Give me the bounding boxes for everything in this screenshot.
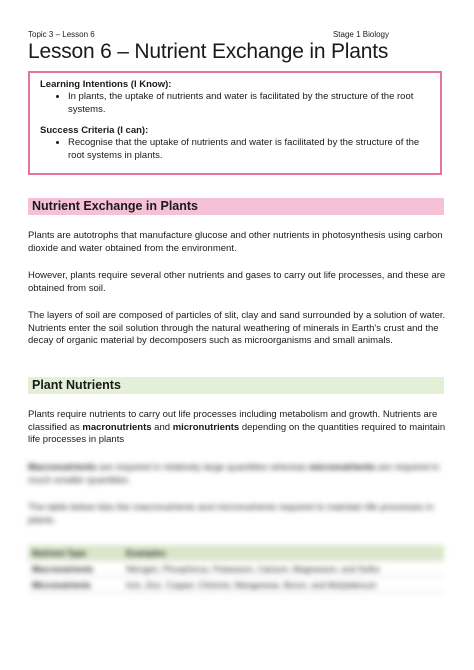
- table-cell: Iron, Zinc, Copper, Chlorine, Manganese, Boron, and Molybdenum: [122, 577, 444, 593]
- success-criteria-list: [40, 137, 430, 162]
- nutrient-table: [28, 545, 444, 593]
- section-heading-nutrient-exchange: Nutrient Exchange in Plants: [28, 198, 444, 215]
- text-run: and: [151, 421, 173, 433]
- learning-intentions-heading: Learning Intentions (I Know):: [40, 79, 172, 90]
- success-criteria-item: • Recognise that the uptake of nutrients and water is facilitated by the structure of the root systems in plants.: [68, 137, 430, 162]
- success-criteria-heading: Success Criteria (I can):: [40, 125, 149, 136]
- text-run: are required in much smaller quantities.: [28, 462, 440, 486]
- learning-intentions-box: [28, 71, 442, 175]
- table-cell: Micronutrients: [28, 577, 122, 593]
- learning-intentions-list: [40, 91, 430, 116]
- table-header-nutrient-type: Nutrient Type: [28, 545, 122, 561]
- section-heading-plant-nutrients: Plant Nutrients: [28, 377, 444, 394]
- table-row: [28, 561, 444, 577]
- text-run: depending on the quantities required to maintain life processes in plants: [28, 421, 446, 445]
- paragraph-soil-nutrients: However, plants require several other nutrients and gases to carry out life processes, and these are obtained from soil.: [28, 270, 446, 294]
- text-run: Plants require nutrients to carry out life processes including metabolism and growth. Nutrients are classified as: [28, 409, 438, 433]
- blurred-paragraph-table-intro: The table below lists the macronutrients and micronutrients required to maintain life processes in plants.: [28, 502, 434, 526]
- term-micronutrients: micronutrients: [308, 462, 376, 473]
- header-topic: Topic 3 – Lesson 6: [28, 30, 95, 39]
- term-micronutrients: micronutrients: [172, 421, 240, 433]
- table-cell: Macronutrients: [28, 561, 122, 577]
- table-header-examples: Examples: [122, 545, 444, 561]
- paragraph-nutrient-classification: [28, 409, 448, 447]
- blurred-paragraph-quantities: [28, 462, 448, 487]
- text-run: are required in relatively large quantities whereas: [96, 462, 309, 473]
- term-macronutrients: macronutrients: [82, 421, 152, 433]
- paragraph-autotrophs: Plants are autotrophs that manufacture glucose and other nutrients in photosynthesis using carbon dioxide and water obtained from the environment.: [28, 230, 443, 254]
- table-row: [28, 577, 444, 593]
- header-stage: Stage 1 Biology: [332, 30, 389, 39]
- learning-intention-item: • In plants, the uptake of nutrients and water is facilitated by the structure of the root systems.: [68, 91, 430, 116]
- term-macronutrients: Macronutrients: [28, 462, 97, 473]
- paragraph-soil-layers: The layers of soil are composed of particles of slit, clay and sand surrounded by a solution of water. Nutrients enter the soil solution through the natural weathering of minerals in Earth's crust and the decay of organic material by decomposers such as microorganisms and small animals.: [28, 310, 446, 346]
- table-cell: Nitrogen, Phosphorus, Potassium, Calcium, Magnesium, and Sulfur: [122, 561, 444, 577]
- table-header-row: [28, 545, 444, 561]
- page-title: Lesson 6 – Nutrient Exchange in Plants: [28, 40, 389, 63]
